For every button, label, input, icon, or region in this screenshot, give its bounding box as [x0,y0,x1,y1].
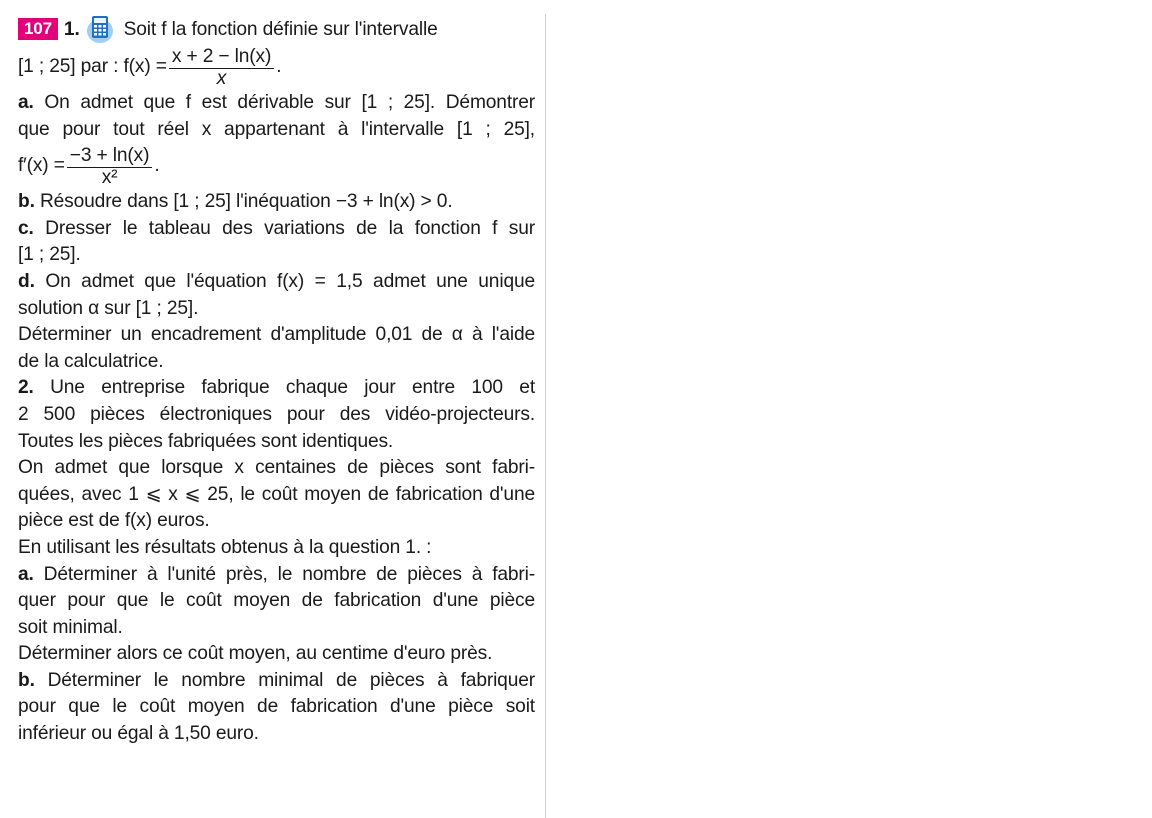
q-b-label: b. [18,191,35,213]
q-d-label: d. [18,270,35,292]
part2-line2: 2 500 pièces électroniques pour des vidéo-projecteurs. [18,403,535,425]
intro-text: Soit f la fonction définie sur l'intervalle [123,19,438,40]
q-a-label: a. [18,92,34,113]
part2-line3: Toutes les pièces fabriquées sont identiques. [18,430,394,452]
f-numerator: x + 2 − ln(x) [169,46,274,69]
question-1d-line3: Déterminer un encadrement d'amplitude 0,01 de α à l'aide [18,324,535,346]
question-1d-line4: de la calculatrice. [18,350,164,372]
exercise-column [18,14,546,818]
part2-label: 2. [18,377,34,399]
part2-line7: En utilisant les résultats obtenus à la question 1. : [18,536,432,558]
question-2a-line4: Déterminer alors ce coût moyen, au centime d'euro près. [18,643,493,665]
part2-line5: quées, avec 1 ⩽ x ⩽ 25, le coût moyen de fabrication d'une [18,483,535,505]
p2-b-label: b. [18,669,35,691]
f-denominator: x [216,67,227,89]
fprime-numerator: −3 + ln(x) [67,145,153,168]
question-2a-line1: a. Déterminer à l'unité près, le nombre de pièces à fabri- [18,563,536,585]
fprime-lhs: f′(x) = [18,155,65,177]
domain-text: [1 ; 25] par : f(x) = [18,56,167,77]
question-1a-line2: que pour tout réel x appartenant à l'intervalle [1 ; 25], [18,118,535,140]
f-fraction [169,46,274,89]
function-definition: [1 ; 25] par : f(x) = $\frac{x + 2 - \ln(x)}{x}$ . [18,45,282,89]
question-1a-line1: a. On admet que f est dérivable sur [1 ; 25]. Démontrer [18,92,535,113]
question-2a-line2: quer pour que le coût moyen de fabrication d'une pièce [18,590,535,612]
fprime-fraction [67,145,153,188]
question-1b: b. Résoudre dans [1 ; 25] l'inéquation −3 + ln(x) > 0. [18,191,453,213]
question-2b-line2: pour que le coût moyen de fabrication d'une pièce soit [18,696,535,718]
question-1d-line1: d. On admet que l'équation f(x) = 1,5 admet une unique [18,270,536,292]
calculator-icon [86,14,114,44]
exercise-header [18,14,535,44]
exercise-number-badge: 107 [18,18,58,40]
question-1d-line2: solution α sur [1 ; 25]. [18,297,199,319]
question-1c-line1: c. Dresser le tableau des variations de la fonction f sur [18,217,535,239]
fprime-denominator: x² [101,166,118,188]
question-1c-line2: [1 ; 25]. [18,244,81,266]
part2-line6: pièce est de f(x) euros. [18,510,210,532]
part2-line4: On admet que lorsque x centaines de pièces sont fabri- [18,457,535,479]
question-2a-line3: soit minimal. [18,616,123,638]
q-c-label: c. [18,217,34,239]
question-2b-line3: inférieur ou égal à 1,50 euro. [18,723,259,745]
question-2b-line1: b. Déterminer le nombre minimal de pièces à fabriquer [18,669,535,691]
part2-line1: 2. Une entreprise fabrique chaque jour entre 100 et [18,377,536,399]
derivative-formula: f′(x) = $\frac{-3 + \ln(x)}{\text{x²}}$ . [18,144,160,188]
p2-a-label: a. [18,563,34,585]
part1-label: 1. [63,19,80,40]
